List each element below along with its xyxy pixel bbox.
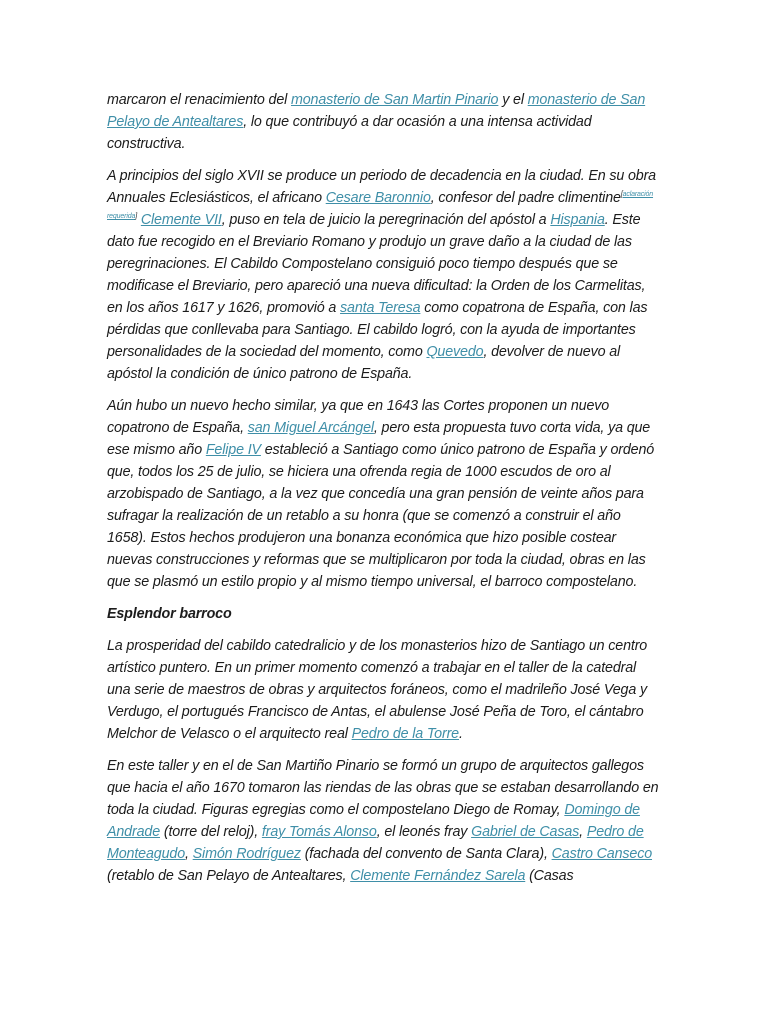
text: , el leonés fray — [376, 824, 472, 840]
section-heading: Esplendor barroco — [107, 606, 232, 622]
text: , — [579, 824, 587, 840]
link-monasterio-san-pelayo[interactable]: monasterio de San Pelayo de Antealtares — [107, 92, 646, 130]
link-clemente-fernandez-sarela[interactable]: Clemente Fernández Sarela — [350, 868, 526, 884]
link-domingo-de-andrade[interactable]: Domingo de Andrade — [107, 802, 640, 840]
paragraph — [107, 395, 663, 593]
paragraph — [107, 635, 663, 745]
text: En este taller y en el de San Martiño Pinario se formó un grupo de arquitectos gallegos que hacia el año 1670 tomaron las riendas de las obras que se estaban desarrollando en toda la ciudad. Figuras egregias como el compostelano Diego de Romay, — [107, 758, 659, 818]
text: como copatrona de España, con las pérdidas que conllevaba para Santiago. El cabildo logró, con la ayuda de importantes personalidades de la sociedad del momento, como — [107, 300, 648, 360]
text: (Casas — [525, 868, 574, 884]
text: (torre del reloj), — [160, 824, 262, 840]
link-gabriel-de-casas[interactable]: Gabriel de Casas — [471, 824, 580, 840]
link-pedro-de-la-torre[interactable]: Pedro de la Torre — [351, 726, 459, 742]
link-felipe-iv[interactable]: Felipe IV — [205, 442, 261, 458]
link-castro-canseco[interactable]: Castro Canseco — [551, 846, 653, 862]
article-body — [107, 89, 663, 897]
paragraph — [107, 755, 663, 887]
link-quevedo[interactable]: Quevedo — [426, 344, 484, 360]
text: A principios del siglo XVII se produce un periodo de decadencia en la ciudad. En su obra Annuales Eclesiásticos, el africano — [107, 168, 656, 206]
link-clemente-vii[interactable]: Clemente VII — [140, 212, 222, 228]
text: (retablo de San Pelayo de Antealtares, — [107, 868, 351, 884]
link-santa-teresa[interactable]: santa Teresa — [340, 300, 421, 316]
link-hispania[interactable]: Hispania — [550, 212, 605, 228]
text: (fachada del convento de Santa Clara), — [300, 846, 552, 862]
text: y el — [498, 92, 528, 108]
link-clarification-required[interactable]: aclaración requerida — [107, 191, 654, 220]
text: , devolver de nuevo al apóstol la condición de único patrono de España. — [107, 344, 621, 382]
link-san-miguel-arcangel[interactable]: san Miguel Arcángel — [247, 420, 374, 436]
link-pedro-de-monteagudo[interactable]: Pedro de Monteagudo — [107, 824, 644, 862]
text: , puso en tela de juicio la peregrinación del apóstol a — [221, 212, 551, 228]
text: , — [185, 846, 193, 862]
text: La prosperidad del cabildo catedralicio y de los monasterios hizo de Santiago un centro artístico puntero. En un primer momento comenzó a trabajar en el taller de la catedral una serie de maestros de obras y arquitectos foráneos, como el madrileño José Vega y Verdugo, el portugués Francisco de Antas, el abulense José Peña de Toro, el cántabro Melchor de Velasco o el arquitecto real — [107, 638, 648, 742]
text: Aún hubo un nuevo hecho similar, ya que en 1643 las Cortes proponen un nuevo copatrono de España, — [107, 398, 610, 436]
paragraph — [107, 165, 663, 385]
text: marcaron el renacimiento del — [107, 92, 291, 108]
text: . — [459, 726, 463, 742]
clarification-note: [aclaración requerida] — [107, 191, 654, 220]
text: , pero esta propuesta tuvo corta vida, ya que ese mismo año — [107, 420, 651, 458]
paragraph — [107, 89, 663, 155]
text: . Este dato fue recogido en el Breviario Romano y produjo un grave daño a la ciudad de las peregrinaciones. El Cabildo Compostelano consiguió poco tiempo después que se modificase el Breviario, pero apareció una nueva dificultad: la Orden de los Carmelitas, en los años 1617 y 1626, promovió a — [107, 212, 646, 316]
link-cesare-baronnio[interactable]: Cesare Baronnio — [325, 190, 431, 206]
link-simon-rodriguez[interactable]: Simón Rodríguez — [192, 846, 301, 862]
text: estableció a Santiago como único patrono de España y ordenó que, todos los 25 de julio, se hiciera una ofrenda regia de 1000 escudos de oro al arzobispado de Santiago, a la vez que concedía una gran pensión de veinte años para sufragar la realización de un retablo a su honra (que se comenzó a construir el año 1658). Estos hechos produjeron una bonanza económica que hizo posible costear nuevas construcciones y reformas que se multiplicaron por toda la ciudad, obras en las que se plasmó un estilo propio y al mismo tiempo universal, el barroco compostelano. — [107, 442, 655, 590]
link-monasterio-san-martin-pinario[interactable]: monasterio de San Martin Pinario — [290, 92, 499, 108]
text: , lo que contribuyó a dar ocasión a una intensa actividad constructiva. — [107, 114, 592, 152]
text: , confesor del padre climentine — [430, 190, 621, 206]
link-fray-tomas-alonso[interactable]: fray Tomás Alonso — [261, 824, 377, 840]
